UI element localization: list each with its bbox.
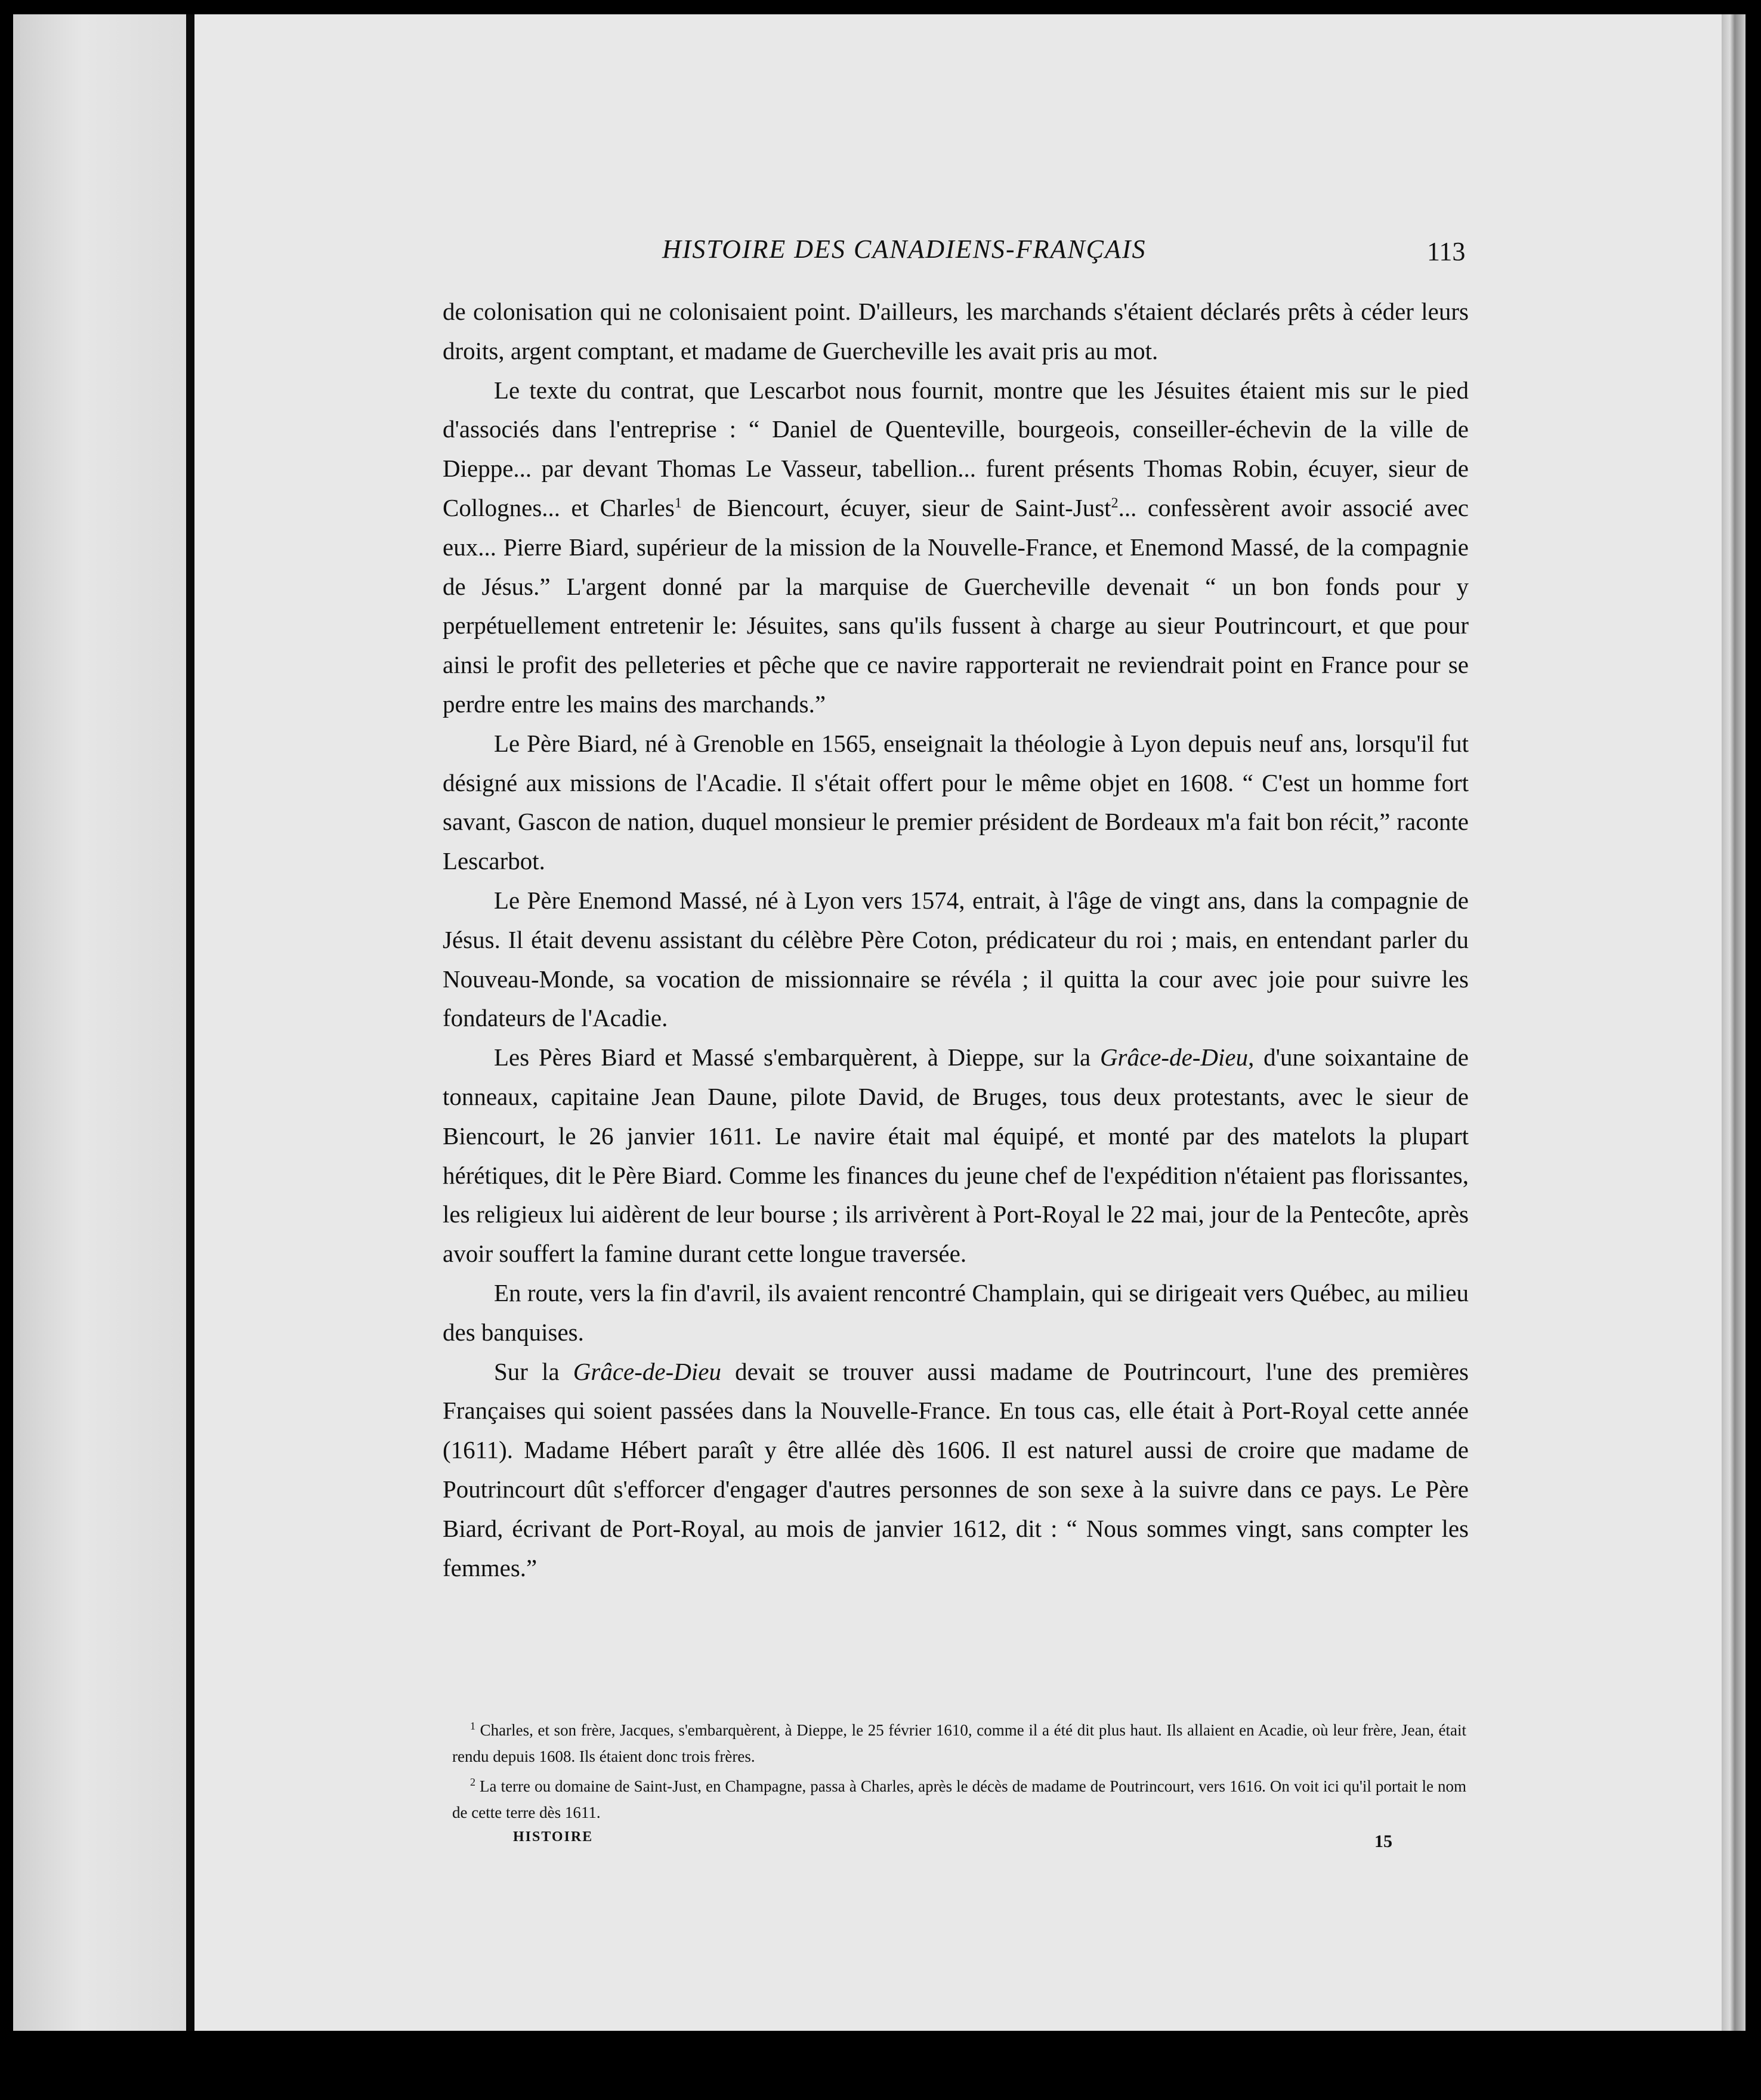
paragraph: de colonisation qui ne colonisaient point. D'ailleurs, les marchands s'étaient déclarés prêts à céder leurs droits, argent comptant, et madame de Guercheville les avait pris au mot. xyxy=(443,298,1469,365)
printer-signature: HISTOIRE xyxy=(513,1829,594,1845)
paragraph-text: de Biencourt, écuyer, sieur de Saint-Just xyxy=(681,493,1111,521)
paragraph: En route, vers la fin d'avril, ils avaient rencontré Champlain, qui se dirigeait vers Québec, au milieu des banquises. xyxy=(443,1278,1469,1346)
footnotes xyxy=(452,1717,1466,1829)
sheet-number: 15 xyxy=(1374,1832,1392,1851)
footnote-text: La terre ou domaine de Saint-Just, en Champagne, passa à Charles, après le décès de madame de Poutrincourt, vers 1616. On voit ici qu'il portait le nom de cette terre dès 1611. xyxy=(452,1777,1466,1821)
paragraph-text: ... confessèrent avoir associé avec eux... Pierre Biard, supérieur de la mission de la Nouvelle-France, et Enemond Massé, de la compagnie de Jésus.” L'argent donné par la marquise de Guercheville devenait “ un bon fonds pour y perpétuellement entretenir le: Jésuites, sans qu'ils fussent à charge au sieur Poutrincourt, et que pour ainsi le profit des pelleteries et pêche que ce navire rapporterait ne reviendrait point en France pour se perdre entre les mains des marchands.” xyxy=(443,493,1469,718)
ship-name: Grâce-de-Dieu xyxy=(573,1357,721,1385)
left-page-edge xyxy=(13,14,186,2031)
footnote-text: Charles, et son frère, Jacques, s'embarquèrent, à Dieppe, le 25 février 1610, comme il a été dit plus haut. Ils allaient en Acadie, où leur frère, Jean, était rendu depuis 1608. Ils étaient donc trois frères. xyxy=(452,1721,1466,1765)
footnote-mark: 2 xyxy=(470,1776,475,1788)
ship-name: Grâce-de-Dieu xyxy=(1099,1043,1249,1071)
running-head: HISTOIRE DES CANADIENS-FRANÇAIS xyxy=(662,234,1147,264)
paragraph-text: Les Pères Biard et Massé s'embarquèrent, à Dieppe, sur la xyxy=(494,1043,1100,1071)
body-text xyxy=(443,292,1469,1588)
footnote-mark: 1 xyxy=(470,1720,475,1732)
footnote-ref: 2 xyxy=(1111,495,1119,511)
page-number: 113 xyxy=(1427,237,1466,266)
right-page-edge xyxy=(1722,14,1745,2031)
paragraph: Le Père Enemond Massé, né à Lyon vers 1574, entrait, à l'âge de vingt ans, dans la compagnie de Jésus. Il était devenu assistant du célèbre Père Coton, prédicateur du roi ; mais, en entendant parler du Nouveau-Monde, sa vocation de missionnaire se révéla ; il quitta la cour avec joie pour suivre les fondateurs de l'Acadie. xyxy=(443,886,1469,1032)
paragraph-text: , d'une soixantaine de tonneaux, capitaine Jean Daune, pilote David, de Bruges, tous deux protestants, avec le sieur de Biencourt, le 26 janvier 1611. Le navire était mal équipé, et monté par des matelots la plupart hérétiques, dit le Père Biard. Comme les finances du jeune chef de l'expédition n'étaient pas florissantes, les religieux lui aidèrent de leur bourse ; ils arrivèrent à Port-Royal le 22 mai, jour de la Pentecôte, après avoir souffert la famine durant cette longue traversée. xyxy=(443,1043,1469,1268)
book-gutter xyxy=(186,14,194,2031)
footnote xyxy=(452,1773,1466,1826)
paragraph: Le Père Biard, né à Grenoble en 1565, enseignait la théologie à Lyon depuis neuf ans, lorsqu'il fut désigné aux missions de l'Acadie. Il s'était offert pour le même objet en 1608. “ C'est un homme fort savant, Gascon de nation, duquel monsieur le premier président de Bordeaux m'a fait bon récit,” raconte Lescarbot. xyxy=(443,729,1469,875)
paragraph xyxy=(443,371,1469,724)
paragraph xyxy=(443,1038,1469,1274)
paragraph-text: devait se trouver aussi madame de Poutrincourt, l'une des premières Françaises qui soient passées dans la Nouvelle-France. En tous cas, elle était à Port-Royal cette année (1611). Madame Hébert paraît y être allée dès 1606. Il est naturel aussi de croire que madame de Poutrincourt dût s'efforcer d'engager d'autres personnes de son sexe à la suivre dans ce pays. Le Père Biard, écrivant de Port-Royal, au mois de janvier 1612, dit : “ Nous sommes vingt, sans compter les femmes.” xyxy=(443,1357,1469,1582)
paragraph xyxy=(443,1352,1469,1588)
footnote-ref: 1 xyxy=(674,495,682,511)
paragraph-text: Sur la xyxy=(494,1357,573,1385)
paragraph-text: Le texte du contrat, que Lescarbot nous fournit, montre que les Jésuites étaient mis sur le pied d'associés dans l'entreprise : “ Daniel de Quenteville, bourgeois, conseiller-échevin de la ville de Dieppe... par devant Thomas Le Vasseur, tabellion... furent présents Thomas Robin, écuyer, sieur de Collognes... et Charles xyxy=(443,376,1469,521)
footnote xyxy=(452,1717,1466,1769)
